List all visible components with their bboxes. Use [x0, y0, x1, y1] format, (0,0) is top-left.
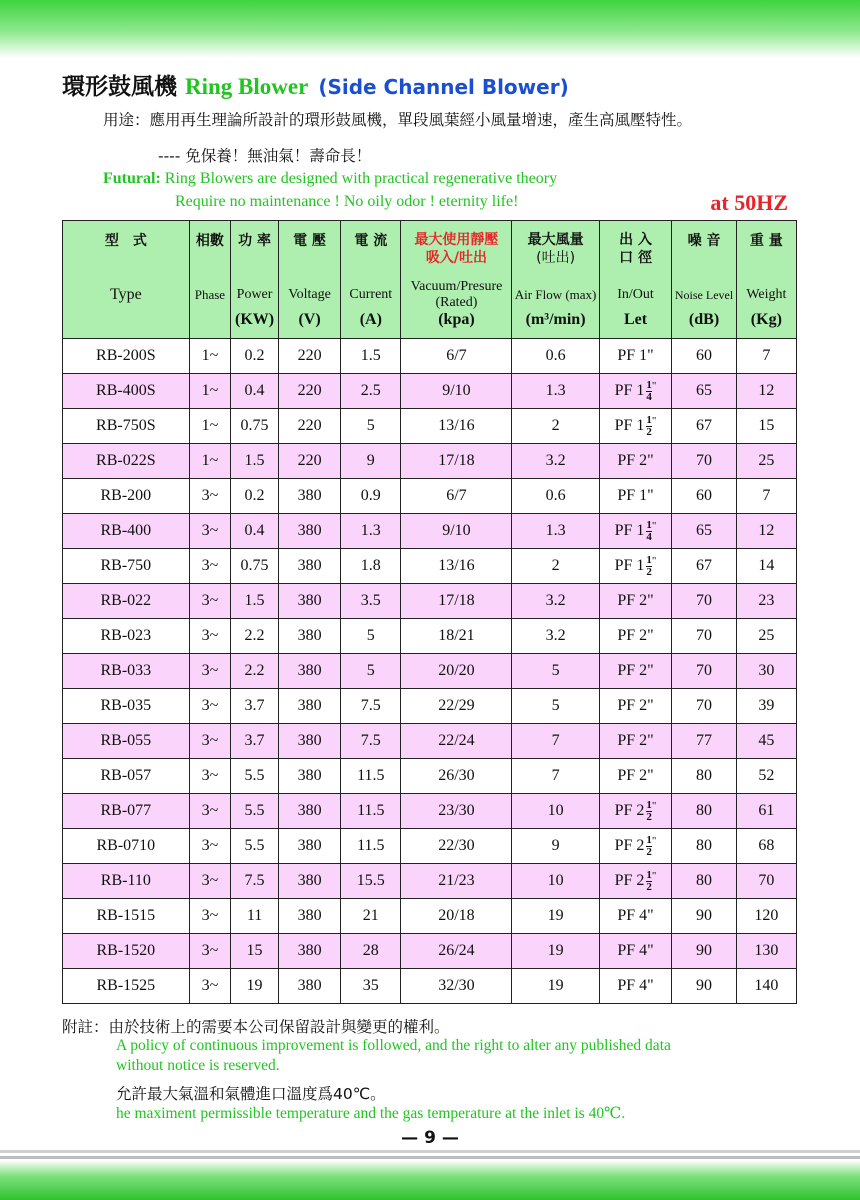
title-english-subtitle: (Side Channel Blower) — [318, 75, 569, 99]
futural-label: Futural: — [103, 170, 161, 187]
cell-type: RB-1520 — [63, 934, 190, 969]
cell-airflow: 0.6 — [512, 479, 599, 514]
note-english-1a: A policy of continuous improvement is followed, and the right to alter any published data — [116, 1037, 671, 1054]
cell-voltage: 220 — [278, 339, 340, 374]
cell-port: PF 1 $\frac{1}{4}$ " — [599, 514, 672, 549]
cell-type: RB-0710 — [63, 829, 190, 864]
cell-voltage: 380 — [278, 899, 340, 934]
cell-current: 11.5 — [341, 759, 401, 794]
port-size: PF 1" — [617, 487, 654, 504]
cell-current: 28 — [341, 934, 401, 969]
cell-noise: 70 — [672, 654, 736, 689]
cell-port — [599, 689, 672, 724]
port-size: PF 1 — [614, 381, 645, 399]
cell-phase: 1~ — [189, 339, 231, 374]
cell-noise: 67 — [672, 409, 736, 444]
top-green-band — [0, 0, 860, 58]
title-english: Ring Blower — [185, 74, 309, 99]
cell-noise: 77 — [672, 724, 736, 759]
cell-noise: 67 — [672, 549, 736, 584]
cell-airflow: 2 — [512, 549, 599, 584]
table-row — [63, 479, 797, 514]
cell-port — [599, 339, 672, 374]
cell-power: 5.5 — [231, 794, 279, 829]
cell-noise: 90 — [672, 899, 736, 934]
port-size: PF 1 — [614, 416, 645, 434]
cell-port — [599, 969, 672, 1004]
cell-type: RB-033 — [63, 654, 190, 689]
cell-voltage: 380 — [278, 829, 340, 864]
cell-type: RB-1515 — [63, 899, 190, 934]
cell-current: 35 — [341, 969, 401, 1004]
table-row — [63, 619, 797, 654]
cell-weight: 7 — [736, 339, 796, 374]
usage-text: 用途：應用再生理論所設計的環形鼓風機，單段風葉經小風量增速，產生高風壓特性。 — [103, 111, 693, 129]
col-header-pressure: 最大使用靜壓 吸入/吐出 Vacuum/Presure (Rated) (kpa) — [401, 221, 512, 339]
cell-port — [599, 619, 672, 654]
table-row — [63, 724, 797, 759]
table-row — [63, 759, 797, 794]
cell-power: 2.2 — [231, 654, 279, 689]
cell-port: PF 2 $\frac{1}{2}$ " — [599, 864, 672, 899]
cell-noise: 80 — [672, 829, 736, 864]
cell-pressure: 13/16 — [401, 409, 512, 444]
col-header-weight: 重 量 Weight (Kg) — [736, 221, 796, 339]
cell-phase: 3~ — [189, 864, 231, 899]
page-title — [62, 68, 569, 101]
port-fraction: $\frac{1}{4}$ — [646, 378, 652, 403]
cell-voltage: 380 — [278, 794, 340, 829]
cell-voltage: 380 — [278, 689, 340, 724]
cell-noise: 90 — [672, 969, 736, 1004]
cell-voltage: 380 — [278, 479, 340, 514]
cell-airflow: 19 — [512, 969, 599, 1004]
table-row — [63, 934, 797, 969]
cell-weight: 30 — [736, 654, 796, 689]
port-size: PF 2" — [617, 767, 654, 784]
cell-type: RB-023 — [63, 619, 190, 654]
cell-power: 2.2 — [231, 619, 279, 654]
cell-current: 2.5 — [341, 374, 401, 409]
cell-current: 0.9 — [341, 479, 401, 514]
cell-phase: 3~ — [189, 514, 231, 549]
cell-phase: 3~ — [189, 689, 231, 724]
cell-current: 5 — [341, 619, 401, 654]
cell-weight: 120 — [736, 899, 796, 934]
cell-noise: 80 — [672, 759, 736, 794]
cell-type: RB-057 — [63, 759, 190, 794]
spec-table — [62, 220, 797, 1004]
table-row — [63, 444, 797, 479]
port-size: PF 2" — [617, 732, 654, 749]
cell-weight: 12 — [736, 514, 796, 549]
cell-port — [599, 479, 672, 514]
port-fraction: $\frac{1}{2}$ — [646, 798, 652, 823]
port-fraction: $\frac{1}{2}$ — [646, 868, 652, 893]
cell-weight: 130 — [736, 934, 796, 969]
cell-port: PF 1 $\frac{1}{2}$ " — [599, 409, 672, 444]
cell-airflow: 1.3 — [512, 374, 599, 409]
col-header-airflow: 最大風量 (吐出) Air Flow (max) (m³/min) — [512, 221, 599, 339]
port-size: PF 2" — [617, 662, 654, 679]
cell-pressure: 22/30 — [401, 829, 512, 864]
cell-noise: 90 — [672, 934, 736, 969]
cell-phase: 3~ — [189, 654, 231, 689]
spec-table-body — [63, 339, 797, 1004]
cell-power: 0.75 — [231, 549, 279, 584]
port-size: PF 2" — [617, 697, 654, 714]
cell-phase: 3~ — [189, 899, 231, 934]
port-size: PF 4" — [617, 942, 654, 959]
cell-port — [599, 724, 672, 759]
cell-phase: 3~ — [189, 584, 231, 619]
table-header-row — [63, 221, 797, 339]
cell-port: PF 1 $\frac{1}{2}$ " — [599, 549, 672, 584]
futural-line — [103, 170, 557, 188]
cell-noise: 80 — [672, 794, 736, 829]
cell-phase: 1~ — [189, 374, 231, 409]
cell-current: 7.5 — [341, 724, 401, 759]
cell-airflow: 3.2 — [512, 619, 599, 654]
cell-airflow: 2 — [512, 409, 599, 444]
table-row — [63, 689, 797, 724]
port-size: PF 4" — [617, 907, 654, 924]
futural-text: Ring Blowers are designed with practical regenerative theory — [164, 170, 558, 187]
table-row — [63, 409, 797, 444]
cell-weight: 14 — [736, 549, 796, 584]
cell-airflow: 10 — [512, 864, 599, 899]
cell-weight: 12 — [736, 374, 796, 409]
cell-current: 21 — [341, 899, 401, 934]
note-temperature-chinese: 允許最大氣溫和氣體進口溫度爲40℃。 — [116, 1085, 386, 1103]
note-temperature-english: he maximent permissible temperature and the gas temperature at the inlet is 40℃. — [116, 1105, 626, 1122]
cell-port: PF 2 $\frac{1}{2}$ " — [599, 829, 672, 864]
cell-power: 0.4 — [231, 514, 279, 549]
cell-voltage: 380 — [278, 969, 340, 1004]
cell-power: 0.75 — [231, 409, 279, 444]
cell-phase: 3~ — [189, 794, 231, 829]
features-text: ---- 免保養！無油氣！壽命長！ — [158, 147, 372, 165]
note-chinese: 附註：由於技術上的需要本公司保留設計與變更的權利。 — [62, 1018, 450, 1036]
cell-type: RB-055 — [63, 724, 190, 759]
frequency-label: at 50HZ — [710, 190, 788, 215]
cell-type: RB-750S — [63, 409, 190, 444]
table-row — [63, 899, 797, 934]
cell-port — [599, 934, 672, 969]
bottom-green-band — [0, 1160, 860, 1200]
cell-airflow: 1.3 — [512, 514, 599, 549]
cell-power: 3.7 — [231, 724, 279, 759]
cell-pressure: 22/29 — [401, 689, 512, 724]
cell-voltage: 380 — [278, 724, 340, 759]
port-size: PF 4" — [617, 977, 654, 994]
cell-pressure: 9/10 — [401, 374, 512, 409]
cell-power: 15 — [231, 934, 279, 969]
cell-pressure: 20/18 — [401, 899, 512, 934]
cell-power: 0.2 — [231, 479, 279, 514]
port-size: PF 2" — [617, 592, 654, 609]
port-size: PF 2 — [614, 836, 645, 854]
table-row — [63, 654, 797, 689]
cell-airflow: 3.2 — [512, 584, 599, 619]
cell-type: RB-110 — [63, 864, 190, 899]
cell-type: RB-1525 — [63, 969, 190, 1004]
port-size: PF 1 — [614, 521, 645, 539]
col-header-current: 電 流 Current (A) — [341, 221, 401, 339]
cell-noise: 65 — [672, 374, 736, 409]
page-number: — 9 — — [401, 1128, 459, 1148]
port-size: PF 2 — [614, 871, 645, 889]
cell-phase: 3~ — [189, 724, 231, 759]
cell-phase: 3~ — [189, 759, 231, 794]
cell-port: PF 2 $\frac{1}{2}$ " — [599, 794, 672, 829]
table-row — [63, 339, 797, 374]
col-header-power: 功 率 Power (KW) — [231, 221, 279, 339]
cell-weight: 23 — [736, 584, 796, 619]
cell-voltage: 380 — [278, 759, 340, 794]
cell-noise: 70 — [672, 584, 736, 619]
cell-noise: 80 — [672, 864, 736, 899]
col-header-phase: 相數 Phase — [189, 221, 231, 339]
cell-type: RB-400 — [63, 514, 190, 549]
table-row — [63, 584, 797, 619]
cell-power: 11 — [231, 899, 279, 934]
cell-airflow: 0.6 — [512, 339, 599, 374]
cell-pressure: 26/24 — [401, 934, 512, 969]
cell-weight: 15 — [736, 409, 796, 444]
cell-pressure: 13/16 — [401, 549, 512, 584]
cell-type: RB-035 — [63, 689, 190, 724]
cell-pressure: 6/7 — [401, 479, 512, 514]
cell-pressure: 21/23 — [401, 864, 512, 899]
cell-airflow: 19 — [512, 899, 599, 934]
cell-pressure: 32/30 — [401, 969, 512, 1004]
cell-phase: 1~ — [189, 444, 231, 479]
cell-noise: 65 — [672, 514, 736, 549]
cell-weight: 70 — [736, 864, 796, 899]
cell-port — [599, 899, 672, 934]
port-fraction: $\frac{1}{2}$ — [646, 833, 652, 858]
cell-noise: 70 — [672, 444, 736, 479]
cell-type: RB-022 — [63, 584, 190, 619]
port-size: PF 2" — [617, 452, 654, 469]
cell-voltage: 380 — [278, 549, 340, 584]
cell-current: 9 — [341, 444, 401, 479]
futural-line-2: Require no maintenance ! No oily odor ! eternity life! — [175, 193, 519, 210]
cell-current: 15.5 — [341, 864, 401, 899]
cell-current: 7.5 — [341, 689, 401, 724]
cell-port — [599, 759, 672, 794]
cell-current: 5 — [341, 654, 401, 689]
cell-phase: 3~ — [189, 479, 231, 514]
cell-pressure: 18/21 — [401, 619, 512, 654]
cell-current: 5 — [341, 409, 401, 444]
table-row — [63, 969, 797, 1004]
cell-pressure: 9/10 — [401, 514, 512, 549]
cell-power: 7.5 — [231, 864, 279, 899]
cell-weight: 25 — [736, 619, 796, 654]
col-header-port: 出 入 口 徑 In/Out Let — [599, 221, 672, 339]
cell-voltage: 380 — [278, 864, 340, 899]
col-header-type: 型 式 Type — [63, 221, 190, 339]
cell-airflow: 5 — [512, 654, 599, 689]
cell-power: 0.4 — [231, 374, 279, 409]
cell-voltage: 380 — [278, 934, 340, 969]
cell-noise: 60 — [672, 339, 736, 374]
cell-current: 1.8 — [341, 549, 401, 584]
cell-airflow: 10 — [512, 794, 599, 829]
cell-power: 3.7 — [231, 689, 279, 724]
cell-airflow: 5 — [512, 689, 599, 724]
cell-phase: 3~ — [189, 969, 231, 1004]
cell-phase: 1~ — [189, 409, 231, 444]
cell-voltage: 380 — [278, 654, 340, 689]
cell-type: RB-750 — [63, 549, 190, 584]
note-english-1b: without notice is reserved. — [116, 1057, 280, 1074]
port-size: PF 2 — [614, 801, 645, 819]
cell-airflow: 7 — [512, 759, 599, 794]
cell-voltage: 220 — [278, 374, 340, 409]
port-size: PF 1" — [617, 347, 654, 364]
cell-voltage: 220 — [278, 444, 340, 479]
cell-airflow: 9 — [512, 829, 599, 864]
cell-type: RB-022S — [63, 444, 190, 479]
table-row — [63, 514, 797, 549]
table-row — [63, 374, 797, 409]
cell-type: RB-200S — [63, 339, 190, 374]
col-header-voltage: 電 壓 Voltage (V) — [278, 221, 340, 339]
cell-current: 1.5 — [341, 339, 401, 374]
cell-power: 1.5 — [231, 444, 279, 479]
cell-airflow: 3.2 — [512, 444, 599, 479]
port-fraction: $\frac{1}{4}$ — [646, 518, 652, 543]
cell-weight: 25 — [736, 444, 796, 479]
cell-current: 11.5 — [341, 829, 401, 864]
cell-pressure: 23/30 — [401, 794, 512, 829]
cell-port: PF 1 $\frac{1}{4}$ " — [599, 374, 672, 409]
cell-weight: 61 — [736, 794, 796, 829]
cell-power: 19 — [231, 969, 279, 1004]
port-size: PF 2" — [617, 627, 654, 644]
cell-pressure: 6/7 — [401, 339, 512, 374]
cell-pressure: 17/18 — [401, 584, 512, 619]
cell-pressure: 20/20 — [401, 654, 512, 689]
cell-noise: 60 — [672, 479, 736, 514]
table-row — [63, 864, 797, 899]
cell-weight: 140 — [736, 969, 796, 1004]
port-fraction: $\frac{1}{2}$ — [646, 413, 652, 438]
table-row — [63, 829, 797, 864]
bottom-stripe-gray-2 — [0, 1156, 860, 1159]
table-row — [63, 549, 797, 584]
col-header-noise: 噪 音 Noise Level (dB) — [672, 221, 736, 339]
cell-current: 1.3 — [341, 514, 401, 549]
cell-current: 3.5 — [341, 584, 401, 619]
cell-pressure: 17/18 — [401, 444, 512, 479]
cell-airflow: 7 — [512, 724, 599, 759]
cell-power: 1.5 — [231, 584, 279, 619]
cell-port — [599, 444, 672, 479]
table-row — [63, 794, 797, 829]
cell-type: RB-400S — [63, 374, 190, 409]
cell-weight: 68 — [736, 829, 796, 864]
cell-voltage: 220 — [278, 409, 340, 444]
cell-current: 11.5 — [341, 794, 401, 829]
title-chinese: 環形鼓風機 — [62, 74, 177, 100]
cell-voltage: 380 — [278, 514, 340, 549]
cell-phase: 3~ — [189, 934, 231, 969]
cell-weight: 7 — [736, 479, 796, 514]
cell-phase: 3~ — [189, 549, 231, 584]
cell-weight: 45 — [736, 724, 796, 759]
cell-type: RB-200 — [63, 479, 190, 514]
cell-power: 5.5 — [231, 829, 279, 864]
cell-voltage: 380 — [278, 619, 340, 654]
cell-port — [599, 584, 672, 619]
cell-port — [599, 654, 672, 689]
cell-power: 5.5 — [231, 759, 279, 794]
cell-phase: 3~ — [189, 829, 231, 864]
cell-pressure: 22/24 — [401, 724, 512, 759]
cell-weight: 39 — [736, 689, 796, 724]
cell-noise: 70 — [672, 689, 736, 724]
cell-noise: 70 — [672, 619, 736, 654]
cell-type: RB-077 — [63, 794, 190, 829]
cell-pressure: 26/30 — [401, 759, 512, 794]
cell-voltage: 380 — [278, 584, 340, 619]
cell-power: 0.2 — [231, 339, 279, 374]
cell-airflow: 19 — [512, 934, 599, 969]
cell-weight: 52 — [736, 759, 796, 794]
cell-phase: 3~ — [189, 619, 231, 654]
port-fraction: $\frac{1}{2}$ — [646, 553, 652, 578]
bottom-stripe-gray — [0, 1150, 860, 1153]
port-size: PF 1 — [614, 556, 645, 574]
